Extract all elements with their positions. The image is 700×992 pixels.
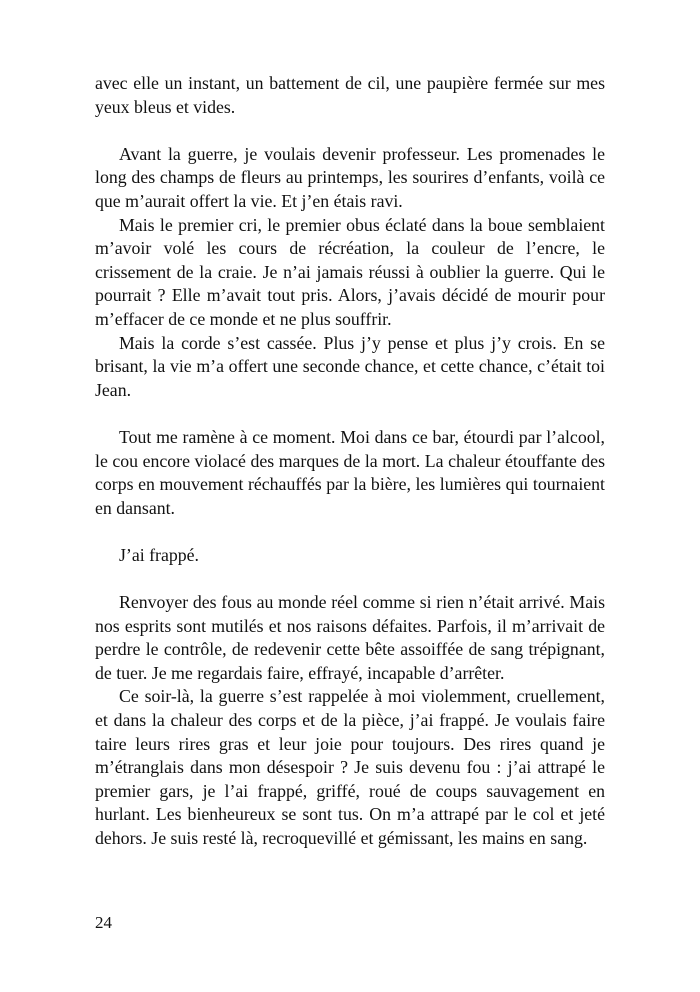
page-number: 24 — [95, 913, 112, 932]
paragraph: Mais le premier cri, le premier obus éclaté dans la boue semblaient m’avoir volé les cours de récréation, la couleur de l’encre, le crissement de la craie. Je n’ai jamais réussi à oublier la guerre. Qui le pourrait ? Elle m’avait tout pris. Alors, j’avais décidé de mourir pour m’effacer de ce monde et ne plus souffrir. — [95, 214, 605, 329]
paragraph: Ce soir-là, la guerre s’est rappelée à moi violemment, cruellement, et dans la chaleur des corps et de la pièce, j’ai frappé. Je voulais faire taire leurs rires gras et leur joie pour toujours. Des rires quand je m’étranglais dans mon désespoir ? Je suis devenu fou : j’ai attrapé le premier gars, je l’ai frappé, griffé, roué de coups sauvagement en hurlant. Les bienheureux se sont tus. On m’a attrapé par le col et jeté dehors. Je suis resté là, recroquevillé et gémissant, les mains en sang. — [95, 686, 605, 848]
paragraph: Renvoyer des fous au monde réel comme si rien n’était arrivé. Mais nos esprits sont mutilés et nos raisons défaites. Parfois, il m’arrivait de perdre le contrôle, de redevenir cette bête assoiffée de sang trépignant, de tuer. Je me regardais faire, effrayé, incapable d’arrêter. — [95, 592, 605, 683]
paragraph: Mais la corde s’est cassée. Plus j’y pense et plus j’y crois. En se brisant, la vie m’a offert une seconde chance, et cette chance, c’était toi Jean. — [95, 332, 605, 400]
page-body — [95, 72, 605, 851]
paragraph: Avant la guerre, je voulais devenir professeur. Les promenades le long des champs de fleurs au printemps, les sourires d’enfants, voilà ce que m’aurait offert la vie. Et j’en étais ravi. — [95, 143, 605, 211]
paragraph: avec elle un instant, un battement de cil, une paupière fermée sur mes yeux bleus et vides. — [95, 73, 605, 117]
paragraph: Tout me ramène à ce moment. Moi dans ce bar, étourdi par l’alcool, le cou encore violacé des marques de la mort. La chaleur étouffante des corps en mouvement réchauffés par la bière, les lumières qui tournaient en dansant. — [95, 426, 605, 518]
paragraph: J’ai frappé. — [119, 544, 199, 565]
